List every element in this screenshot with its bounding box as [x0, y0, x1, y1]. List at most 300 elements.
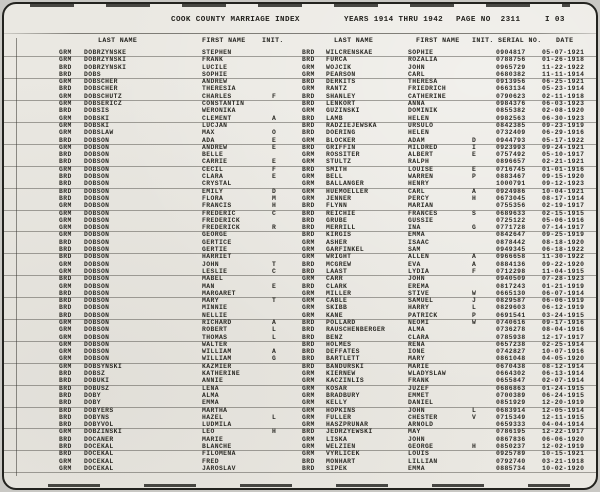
spouse-last-name: WILCRENSKAE [326, 49, 373, 56]
table-row [4, 217, 596, 224]
last-name: DOBSKI [84, 114, 110, 122]
serial-number: 0923993 [496, 143, 526, 151]
spouse-first-name: MARIE [408, 362, 430, 370]
initial [272, 377, 302, 384]
last-name: DOCEKAL [84, 457, 114, 465]
marriage-date: 11-11-1914 [542, 70, 585, 78]
marriage-date: 06-03-1923 [542, 100, 585, 108]
record-type: GRM [59, 78, 72, 86]
serial-number: 0686863 [496, 384, 526, 392]
spouse-initial [472, 283, 496, 290]
initial: A [272, 114, 277, 122]
spouse-record-type: BRD [302, 457, 315, 465]
initial [272, 304, 302, 311]
marriage-date: 09-12-1923 [542, 180, 585, 188]
spouse-record-type: GRM [302, 450, 315, 458]
first-name: LUDMILA [202, 421, 232, 429]
table-row [4, 188, 596, 195]
marriage-date: 06-18-1922 [542, 246, 585, 254]
first-name: CHARLES [202, 92, 232, 100]
spouse-record-type: BRD [302, 282, 315, 290]
record-type: BRD [59, 253, 72, 261]
header-divider [4, 33, 596, 34]
marriage-date: 05-17-1922 [542, 136, 585, 144]
spouse-record-type: GRM [302, 384, 315, 392]
record-type: BRD [59, 413, 72, 421]
serial-number: 0884136 [496, 260, 526, 268]
initial [272, 312, 302, 319]
first-name: ALMA [202, 391, 219, 399]
page-number: PAGE NO 2311 [456, 16, 521, 24]
spouse-first-name: SAMUEL [408, 297, 434, 305]
marriage-date: 05-10-1917 [542, 151, 585, 159]
table-row [4, 414, 596, 421]
table-row [4, 458, 596, 465]
spouse-first-name: ROZALIA [408, 56, 438, 64]
spouse-last-name: REICHIE [326, 209, 356, 217]
record-type: GRM [59, 224, 72, 232]
serial-number: 0664302 [496, 370, 526, 378]
spouse-record-type: GRM [302, 253, 315, 261]
initial [272, 407, 302, 414]
last-name: DOBSON [84, 260, 110, 268]
table-row [4, 253, 596, 260]
last-name: DOBSCHER [84, 85, 118, 93]
table-row [4, 275, 596, 282]
marriage-date: 08-12-1914 [542, 362, 585, 370]
spouse-initial: P [472, 311, 477, 319]
last-name: DOBSON [84, 202, 110, 210]
spouse-record-type: GRM [302, 435, 315, 443]
spouse-last-name: GRUBE [326, 216, 348, 224]
spouse-initial: G [472, 224, 477, 232]
last-name: DOBUKI [84, 377, 110, 385]
serial-number: 0790623 [496, 92, 526, 100]
spouse-initial [472, 85, 496, 92]
spouse-last-name: MILLER [326, 289, 352, 297]
spouse-initial: L [472, 406, 477, 414]
spouse-last-name: JENNER [326, 194, 352, 202]
record-type: GRM [59, 457, 72, 465]
first-name: STEPHEN [202, 49, 232, 56]
record-type: GRM [59, 129, 72, 137]
table-row [4, 297, 596, 304]
table-row [4, 428, 596, 435]
initial [272, 49, 302, 56]
last-name: DOBSON [84, 275, 110, 283]
marriage-date: 10-04-1921 [542, 187, 585, 195]
last-name: DOBSCHUTZ [84, 92, 123, 100]
initial [272, 458, 302, 465]
last-name: DOBSON [84, 340, 110, 348]
record-type: BRD [59, 421, 72, 429]
serial-number: 0732409 [496, 129, 526, 137]
last-name: DOBSON [84, 231, 110, 239]
first-name: CRYSTAL [202, 180, 232, 188]
spouse-initial [472, 458, 496, 465]
record-type: GRM [59, 143, 72, 151]
first-name: LEO [202, 428, 215, 436]
spouse-record-type: GRM [302, 158, 315, 166]
record-type: BRD [59, 85, 72, 93]
spouse-initial: H [472, 194, 477, 202]
first-name: ADA [202, 136, 215, 144]
spouse-initial: J [472, 297, 477, 305]
spouse-last-name: BRADBURY [326, 391, 360, 399]
serial-number: 0878442 [496, 238, 526, 246]
table-row [4, 129, 596, 136]
spouse-record-type: BRD [302, 260, 315, 268]
record-type: GRM [59, 355, 72, 363]
serial-number: 0691541 [496, 311, 526, 319]
record-type: GRM [59, 216, 72, 224]
first-name: FRED [202, 457, 219, 465]
marriage-date: 06-06-1920 [542, 435, 585, 443]
spouse-initial: A [472, 187, 477, 195]
spouse-first-name: HENRY [408, 180, 430, 188]
spouse-first-name: THERESA [408, 78, 438, 86]
spouse-first-name: HELEN [408, 114, 430, 122]
marriage-date: 11-22-1922 [542, 63, 585, 71]
spouse-record-type: GRM [302, 391, 315, 399]
serial-number: 0689633 [496, 209, 526, 217]
serial-number: 0715349 [496, 413, 526, 421]
serial-number: 0712298 [496, 267, 526, 275]
marriage-date: 02-11-1918 [542, 92, 585, 100]
spouse-last-name: HOLMES [326, 340, 352, 348]
first-name: JOHN [202, 260, 219, 268]
serial-number: 0716745 [496, 165, 526, 173]
spouse-initial [472, 231, 496, 238]
spouse-last-name: BELL [326, 173, 343, 181]
first-name: MARTHA [202, 406, 228, 414]
spouse-last-name: DOERING [326, 129, 356, 137]
initial: L [272, 326, 277, 334]
marriage-date: 03-24-1915 [542, 311, 585, 319]
first-name: HARRIET [202, 253, 232, 261]
last-name: DOBSON [84, 297, 110, 305]
spouse-last-name: RAUSCHENBERGER [326, 326, 386, 334]
record-type: GRM [59, 340, 72, 348]
spouse-first-name: STIVE [408, 289, 430, 297]
initial: T [272, 297, 277, 305]
spouse-last-name: SHANLEY [326, 92, 356, 100]
spouse-first-name: MILDRED [408, 143, 438, 151]
marriage-date: 05-07-1921 [542, 49, 585, 56]
spouse-last-name: MCGREW [326, 260, 352, 268]
spouse-first-name: CHESTER [408, 413, 438, 421]
last-name: DOCEKAL [84, 464, 114, 472]
spouse-record-type: BRD [302, 121, 315, 129]
record-type: GRM [59, 165, 72, 173]
spouse-record-type: GRM [302, 63, 315, 71]
spouse-last-name: KACZINLIS [326, 377, 365, 385]
table-row [4, 122, 596, 129]
record-type: BRD [59, 158, 72, 166]
spouse-record-type: BRD [302, 216, 315, 224]
initial: C [272, 267, 277, 275]
serial-number: 0792740 [496, 457, 526, 465]
last-name: DOBSON [84, 282, 110, 290]
spouse-first-name: NEOMI [408, 318, 430, 326]
spouse-last-name: MONHART [326, 457, 356, 465]
serial-number: 0771728 [496, 224, 526, 232]
first-name: WALTER [202, 340, 228, 348]
first-name: FRANCIS [202, 202, 232, 210]
serial-number: 0757492 [496, 151, 526, 159]
spouse-record-type: GRM [302, 107, 315, 115]
col-header-spouse-init: INIT. [472, 37, 494, 44]
table-row [4, 261, 596, 268]
spouse-record-type: BRD [302, 224, 315, 232]
spouse-initial [472, 326, 496, 333]
spouse-first-name: ARNOLD [408, 421, 434, 429]
page-title: COOK COUNTY MARRIAGE INDEX [171, 16, 300, 24]
marriage-date: 06-24-1915 [542, 391, 585, 399]
record-type: BRD [59, 187, 72, 195]
spouse-last-name: BARTLETT [326, 355, 360, 363]
spouse-initial [472, 428, 496, 435]
marriage-date: 01-01-1916 [542, 165, 585, 173]
spouse-last-name: CARR [326, 275, 343, 283]
spouse-last-name: FULLER [326, 413, 352, 421]
first-name: BLANCHE [202, 443, 232, 451]
initial [272, 290, 302, 297]
serial-number: 0829587 [496, 297, 526, 305]
initial [272, 436, 302, 443]
first-name: CLEMENT [202, 114, 232, 122]
last-name: DOBSON [84, 216, 110, 224]
marriage-date: 10-02-1920 [542, 464, 585, 472]
spouse-last-name: CABLE [326, 297, 348, 305]
marriage-date: 12-20-1919 [542, 399, 585, 407]
serial-number: 0966658 [496, 253, 526, 261]
spouse-initial: W [472, 289, 477, 297]
initial [272, 399, 302, 406]
serial-number: 0940509 [496, 275, 526, 283]
record-type: GRM [59, 464, 72, 472]
serial-number: 0896657 [496, 158, 526, 166]
last-name: DOBSON [84, 194, 110, 202]
marriage-date: 02-08-1920 [542, 107, 585, 115]
spouse-record-type: GRM [302, 194, 315, 202]
spouse-last-name: SIPEK [326, 464, 348, 472]
spouse-first-name: JOHN [408, 435, 425, 443]
first-name: ANDREW [202, 78, 228, 86]
serial-number: 0885734 [496, 464, 526, 472]
serial-number: 0736278 [496, 326, 526, 334]
record-type: GRM [59, 318, 72, 326]
record-type: BRD [59, 377, 72, 385]
spouse-initial [472, 158, 496, 165]
spouse-last-name: GARFINKEL [326, 246, 365, 254]
spouse-last-name: DERKITS [326, 78, 356, 86]
first-name: NELLIE [202, 311, 228, 319]
spouse-record-type: BRD [302, 355, 315, 363]
last-name: DOBYERS [84, 406, 114, 414]
last-name: DOBRZYNSKI [84, 63, 127, 71]
spouse-record-type: GRM [302, 377, 315, 385]
last-name: DOBS [84, 70, 101, 78]
serial-number: 0925789 [496, 450, 526, 458]
spouse-record-type: GRM [302, 180, 315, 188]
last-name: DOBSIS [84, 107, 110, 115]
marriage-date: 02-19-1917 [542, 202, 585, 210]
record-type: GRM [59, 209, 72, 217]
first-name: THOMAS [202, 333, 228, 341]
initial: F [272, 92, 277, 100]
serial-number: 0725122 [496, 216, 526, 224]
spouse-last-name: DEFFATES [326, 348, 360, 356]
spouse-initial [472, 275, 496, 282]
spouse-last-name: GUZINSKI [326, 107, 360, 115]
first-name: GEORGE [202, 231, 228, 239]
spouse-first-name: EVA [408, 260, 421, 268]
first-name: FLORA [202, 194, 224, 202]
spouse-first-name: ALMA [408, 326, 425, 334]
spouse-last-name: JEDRZYEWSKI [326, 428, 373, 436]
table-row [4, 436, 596, 443]
first-name: EMMA [202, 399, 219, 407]
first-name: KATHERINE [202, 370, 241, 378]
first-name: CLARA [202, 173, 224, 181]
initial [272, 443, 302, 450]
record-type: GRM [59, 333, 72, 341]
spouse-record-type: GRM [302, 187, 315, 195]
spouse-first-name: INA [408, 224, 421, 232]
spouse-record-type: BRD [302, 464, 315, 472]
spouse-first-name: ADAM [408, 136, 425, 144]
spouse-last-name: LISKA [326, 435, 348, 443]
spouse-last-name: KIRGIS [326, 231, 352, 239]
first-name: LUCILE [202, 63, 228, 71]
record-type: GRM [59, 260, 72, 268]
last-name: DOBSON [84, 173, 110, 181]
record-type: BRD [59, 406, 72, 414]
marriage-date: 12-22-1917 [542, 428, 585, 436]
spouse-first-name: ANNA [408, 100, 425, 108]
initial [272, 231, 302, 238]
spouse-first-name: IONE [408, 348, 425, 356]
marriage-date: 09-25-1919 [542, 231, 585, 239]
last-name: DOBSKI [84, 121, 110, 129]
first-name: CARRIE [202, 158, 228, 166]
spouse-record-type: BRD [302, 362, 315, 370]
record-type: BRD [59, 194, 72, 202]
table-row [4, 370, 596, 377]
marriage-date: 09-17-1916 [542, 318, 585, 326]
spouse-first-name: GEORGE [408, 443, 434, 451]
last-name: DOBYNS [84, 413, 110, 421]
frame-code: I 03 [545, 16, 565, 24]
record-type: BRD [59, 443, 72, 451]
spouse-initial: H [472, 443, 477, 451]
table-row [4, 341, 596, 348]
record-type: GRM [59, 92, 72, 100]
spouse-record-type: BRD [302, 428, 315, 436]
spouse-last-name: FURCA [326, 56, 348, 64]
first-name: ROBERT [202, 326, 228, 334]
first-name: CECIL [202, 165, 224, 173]
last-name: DOBSON [84, 136, 110, 144]
spouse-last-name: CLARK [326, 282, 348, 290]
table-row [4, 195, 596, 202]
serial-number: 0659333 [496, 421, 526, 429]
marriage-date: 09-15-1920 [542, 173, 585, 181]
initial: E [272, 158, 277, 166]
spouse-record-type: BRD [302, 143, 315, 151]
table-row [4, 239, 596, 246]
spouse-record-type: BRD [302, 100, 315, 108]
spouse-record-type: GRM [302, 275, 315, 283]
record-type: GRM [59, 362, 72, 370]
spouse-first-name: SOPHIE [408, 49, 434, 56]
serial-number: 0657238 [496, 340, 526, 348]
marriage-date: 08-18-1920 [542, 238, 585, 246]
spouse-initial [472, 436, 496, 443]
spouse-last-name: STULTZ [326, 158, 352, 166]
initial: R [272, 224, 277, 232]
initial [272, 253, 302, 260]
record-type: BRD [59, 370, 72, 378]
initial: E [272, 143, 277, 151]
initial [272, 151, 302, 158]
initial: E [272, 136, 277, 144]
first-name: WILLIAM [202, 348, 232, 356]
first-name: FRANK [202, 56, 224, 64]
years-range: YEARS 1914 THRU 1942 [344, 16, 444, 24]
marriage-date: 06-13-1914 [542, 370, 585, 378]
spouse-first-name: CARL [408, 70, 425, 78]
spouse-first-name: PATRICK [408, 311, 438, 319]
serial-number: 0663134 [496, 85, 526, 93]
col-header-date: DATE [556, 37, 574, 44]
column-headers [4, 34, 596, 47]
spouse-record-type: GRM [302, 413, 315, 421]
record-type: BRD [59, 384, 72, 392]
marriage-date: 01-21-1919 [542, 282, 585, 290]
spouse-first-name: WARREN [408, 173, 434, 181]
spouse-last-name: VYRLICEK [326, 450, 360, 458]
last-name: DOCEKAL [84, 443, 114, 451]
spouse-initial [472, 93, 496, 100]
initial [272, 180, 302, 187]
last-name: DOBSON [84, 187, 110, 195]
spouse-first-name: MAY [408, 428, 421, 436]
record-type: GRM [59, 202, 72, 210]
spouse-first-name: LOUISE [408, 165, 434, 173]
table-row [4, 64, 596, 71]
spouse-record-type: GRM [302, 70, 315, 78]
first-name: GERTICE [202, 238, 232, 246]
record-type: GRM [59, 231, 72, 239]
spouse-record-type: GRM [302, 173, 315, 181]
serial-number: 0984376 [496, 100, 526, 108]
spouse-last-name: RADZIEJEWSKA [326, 121, 377, 129]
spouse-record-type: BRD [302, 114, 315, 122]
marriage-date: 06-29-1916 [542, 129, 585, 137]
serial-number: 0700389 [496, 391, 526, 399]
serial-number: 0913956 [496, 78, 526, 86]
record-type: BRD [59, 297, 72, 305]
spouse-last-name: BLOCKER [326, 136, 356, 144]
spouse-first-name: GUSSIE [408, 216, 434, 224]
marriage-date: 11-04-1915 [542, 267, 585, 275]
spouse-last-name: WRIGHT [326, 253, 352, 261]
spouse-initial: W [472, 318, 477, 326]
record-type: GRM [59, 326, 72, 334]
spouse-first-name: PERCY [408, 194, 430, 202]
